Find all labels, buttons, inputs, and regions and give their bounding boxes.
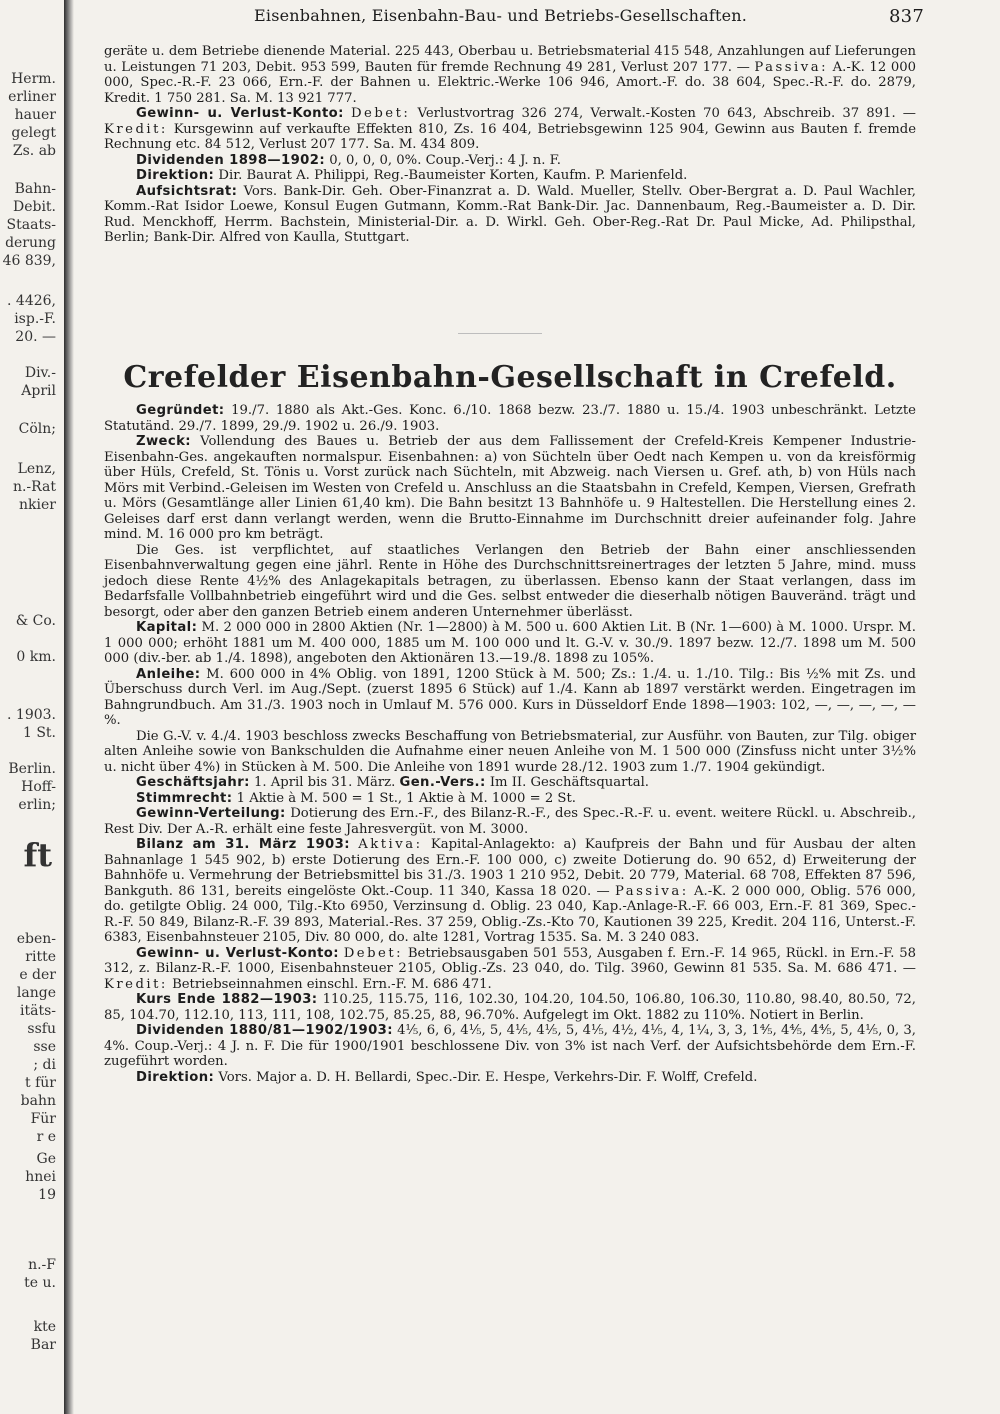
margin-line: Herm.	[11, 71, 56, 87]
margin-line: . 4426,	[7, 293, 56, 309]
management-paragraph: Direktion: Vors. Major a. D. H. Bellardi, Spec.-Dir. E. Hespe, Verkehrs-Dir. F. Wolff, Crefeld.	[136, 1069, 758, 1085]
company-entry	[104, 403, 916, 1085]
margin-line: ssfu	[27, 1021, 56, 1037]
purpose-paragraph-2: Die Ges. ist verpflichtet, auf staatliches Verlangen den Betrieb der Bahn einer anschliessenden Eisenbahnverwaltung gegen eine jährl. Rente in Höhe des Durchschnittsreinertrages der letzten 5 Jahre, mind. muss jedoch diese Rente 4½% des Anlagekapitals betragen, zu überlassen. Ebenso kann der Staat verlangen, dass im Bedarfsfalle Vollbahnbetrieb eingeführt wird und die Ges. selbst entweder die dieserhalb nötigen Bauveränd. trägt und besorgt, oder aber den ganzen Betrieb einem anderen Unternehmer überlässt.	[104, 542, 916, 620]
fiscal-year-paragraph: Geschäftsjahr: 1. April bis 31. März. Gen.-Vers.: Im II. Geschäftsquartal.	[136, 775, 649, 790]
profit-loss-paragraph: Gewinn- u. Verlust-Konto: Debet: Verlustvortrag 326 274, Verwalt.-Kosten 70 643, Abschreib. 37 891. — Kredit: Kursgewinn auf verkaufte Effekten 810, Zs. 16 404, Betriebsgewinn 125 904, Gewinn aus Bauten f. fremde Rechnung etc. 84 512, Verlust 207 177. Sa. M. 434 809.	[104, 106, 916, 152]
margin-line: ritte	[25, 949, 56, 965]
page-number: 837	[889, 6, 924, 27]
margin-line: 19	[38, 1187, 56, 1203]
margin-line: Berlin.	[8, 761, 56, 777]
margin-line: April	[21, 383, 56, 399]
margin-line: te u.	[24, 1275, 56, 1291]
margin-line: eben-	[16, 931, 56, 947]
margin-line: n.-F	[28, 1257, 56, 1273]
margin-line: hnei	[25, 1169, 56, 1185]
margin-heading: ft	[23, 836, 52, 874]
price-history-paragraph: Kurs Ende 1882—1903: 110.25, 115.75, 116, 102.30, 104.20, 104.50, 106.80, 106.30, 110.80, 98.40, 80.50, 72, 85, 104.70, 112.10, 113, 111, 108, 102.75, 85.25, 88, 96.70%. Aufgelegt im Okt. 1882 zu 110%. Notiert in Berlin.	[104, 992, 916, 1023]
margin-line: t für	[25, 1075, 56, 1091]
balance-sheet-paragraph: Bilanz am 31. März 1903: Aktiva: Kapital-Anlagekto: a) Kaufpreis der Bahn und für Ausbau der alten Bahnanlage 1 545 902, b) erste Dotierung des Ern.-F. 100 000, c) zweite Dotierung do. 90 652, d) Erweiterung der Bahnhöfe u. Vermehrung der Betriebsmittel bis 31./3. 1903 1 210 952, Debit. 20 779, Material. 68 708, Effekten 87 596, Bankguth. 86 131, bereits eingelöste Okt.-Coup. 11 340, Kassa 18 020. — Passiva: A.-K. 2 000 000, Oblig. 576 000, do. getilgte Oblig. 24 000, Tilg.-Kto 6950, Verzinsung d. Oblig. 23 040, Kap.-Anlage-R.-F. 66 003, Ern.-F. 81 369, Spec.-R.-F. 50 849, Bilanz-R.-F. 39 893, Material.-Res. 37 259, Oblig.-Zs.-Kto 70, Kautionen 39 225, Kredit. 204 116, Unterst.-F. 6383, Eisenbahnsteuer 2105, Div. 80 000, do. alte 1281, Vortrag 1535. Sa. M. 3 240 083.	[104, 837, 916, 945]
margin-line: e der	[19, 967, 56, 983]
loan-paragraph-2: Die G.-V. v. 4./4. 1903 beschloss zwecks Beschaffung von Betriebsmaterial, zur Ausführ. von Bauten, zur Tilg. obiger alten Anleihe sowie von Bankschulden die Aufnahme einer neuen Anleihe von M. 1 500 000 (Zinsfuss nicht unter 3½% u. nicht über 4%) in Stücken à M. 500. Die Anleihe von 1891 wurde 28./12. 1903 zum 1./7. 1904 gekündigt.	[104, 728, 916, 775]
running-head	[104, 6, 924, 30]
margin-line: Staats-	[6, 217, 56, 233]
margin-line: sse	[33, 1039, 56, 1055]
book-gutter	[64, 0, 74, 1414]
margin-line: nkier	[19, 497, 56, 513]
margin-line: 20. —	[15, 329, 56, 345]
facing-page-fragment	[0, 0, 60, 1414]
margin-line: erlin;	[18, 797, 56, 813]
margin-line: & Co.	[15, 613, 56, 629]
margin-line: ; di	[33, 1057, 56, 1073]
direction-paragraph: Direktion: Dir. Baurat A. Philippi, Reg.-Baumeister Korten, Kaufm. P. Marienfeld.	[136, 168, 688, 183]
margin-line: n.-Rat	[12, 479, 56, 495]
margin-line: r e	[36, 1129, 56, 1145]
dividends-paragraph: Dividenden 1880/81—1902/1903: 4⅕, 6, 6, 4⅕, 5, 4⅕, 4⅕, 5, 4⅕, 4½, 4⅕, 4, 1¼, 3, 3, 1⅘, 4⅘, 4⅘, 5, 4⅕, 0, 3, 4%. Coup.-Verj.: 4 J. n. F. Die für 1900/1901 beschlossene Div. von 3% ist nach Verf. der Aufsichtsbehörde dem Ern.-F. zugeführt worden.	[104, 1023, 916, 1069]
margin-line: erliner	[8, 89, 56, 105]
margin-line: Bahn-	[14, 181, 56, 197]
loan-paragraph: Anleihe: M. 600 000 in 4% Oblig. von 1891, 1200 Stück à M. 500; Zs.: 1./4. u. 1./10. Tilg.: Bis ½% mit Zs. und Überschuss durch Verl. im Aug./Sept. (zuerst 1895 6 Stück) auf 1./4. Kann ab 1897 verstärkt werden. Eingetragen im Bahngrundbuch. Am 31./3. 1903 noch in Umlauf M. 576 000. Kurs in Düsseldorf Ende 1898—1903: 102, —, —, —, —, —%.	[104, 666, 916, 728]
running-head-title: Eisenbahnen, Eisenbahn-Bau- und Betriebs-Gesellschaften.	[254, 6, 748, 25]
previous-entry	[104, 44, 916, 246]
margin-line: . 1903.	[7, 707, 56, 723]
capital-paragraph: Kapital: M. 2 000 000 in 2800 Aktien (Nr. 1—2800) à M. 500 u. 600 Aktien Lit. B (Nr. 1—600) à M. 1000. Urspr. M. 1 000 000; erhöht 1881 um M. 400 000, 1885 um M. 100 000 und lt. G.-V. v. 30./9. 1897 bezw. 12./7. 1898 um M. 500 000 (div.-ber. ab 1./4. 1898), angeboten den Aktionären 13.—19./8. 1898 zu 105%.	[104, 620, 916, 666]
margin-line: Für	[30, 1111, 56, 1127]
margin-line: Zs. ab	[12, 143, 56, 159]
margin-line: bahn	[20, 1093, 56, 1109]
margin-line: 46 839,	[2, 253, 56, 269]
margin-line: Div.-	[24, 365, 56, 381]
margin-line: Cöln;	[18, 421, 56, 437]
margin-line: kte	[33, 1319, 56, 1335]
margin-line: Lenz,	[17, 461, 56, 477]
margin-line: 1 St.	[22, 725, 56, 741]
margin-line: Ge	[36, 1151, 56, 1167]
profit-distribution-paragraph: Gewinn-Verteilung: Dotierung des Ern.-F., des Bilanz-R.-F., des Spec.-R.-F. u. event. weitere Rückl. u. Abschreib., Rest Div. Der A.-R. erhält eine feste Jahresvergüt. von M. 3000.	[104, 806, 916, 837]
margin-line: derung	[5, 235, 56, 251]
dividends-paragraph: Dividenden 1898—1902: 0, 0, 0, 0, 0%. Coup.-Verj.: 4 J. n. F.	[136, 152, 561, 168]
purpose-paragraph: Zweck: Vollendung des Baues u. Betrieb der aus dem Fallissement der Crefeld-Kreis Kempener Industrie-Eisenbahn-Ges. angekauften normalspur. Eisenbahnen: a) von Süchteln über Oedt nach Kempen u. von da kreisförmig über Hüls, Crefeld, St. Tönis u. Vorst zurück nach Süchteln, mit Abzweig. nach Viersen u. Gref. ath, b) von Hüls nach Mörs mit Verbind.-Geleisen im Westen von Crefeld u. Anschluss an die Staatsbahn in Crefeld, Kempen, Viersen, Grefrath u. Mörs (Gesamtlänge aller Linien 61,40 km). Die Bahn besitzt 13 Bahnhöfe u. 9 Haltestellen. Die Herstellung eines 2. Geleises darf erst dann verlangt werden, wenn die Brutto-Einnahme im Durchschnitt dreier aufeinander folg. Jahre mind. M. 16 000 pro km beträgt.	[104, 434, 916, 542]
margin-line: lange	[16, 985, 56, 1001]
margin-line: Hoff-	[21, 779, 56, 795]
margin-line: Debit.	[12, 199, 56, 215]
margin-line: Bar	[30, 1337, 56, 1353]
margin-line: 0 km.	[16, 649, 56, 665]
founded-paragraph: Gegründet: 19./7. 1880 als Akt.-Ges. Konc. 6./10. 1868 bezw. 23./7. 1880 u. 15./4. 1903 unbeschränkt. Letzte Statutänd. 29./7. 1899, 29./9. 1902 u. 26./9. 1903.	[104, 403, 916, 434]
balance-paragraph: geräte u. dem Betriebe dienende Material. 225 443, Oberbau u. Betriebsmaterial 415 548, Anzahlungen auf Lieferungen u. Leistungen 71 203, Debit. 953 599, Bauten für fremde Rechnung 49 281, Verlust 207 177. — Passiva: A.-K. 12 000 000, Spec.-R.-F. 23 066, Ern.-F. der Bahnen u. Elektric.-Werke 106 946, Amort.-F. do. 38 604, Spec.-R.-F. do. 2879, Kredit. 1 750 281. Sa. M. 13 921 777.	[104, 44, 916, 106]
margin-line: gelegt	[11, 125, 56, 141]
company-title: Crefelder Eisenbahn-Gesellschaft in Crefeld.	[123, 360, 897, 395]
supervisory-board-paragraph: Aufsichtsrat: Vors. Bank-Dir. Geh. Ober-Finanzrat a. D. Wald. Mueller, Stellv. Ober-Bergrat a. D. Paul Wachler, Komm.-Rat Isidor Loewe, Konsul Eugen Gutmann, Komm.-Rat Bank-Dir. Jac. Dannenbaum, Reg.-Baumeister a. D. Dir. Rud. Menckhoff, Herrm. Bachstein, Ministerial-Dir. a. D. Wirkl. Geh. Ober-Reg.-Rat Dr. Paul Micke, Ad. Philipsthal, Berlin; Bank-Dir. Alfred von Kaulla, Stuttgart.	[104, 183, 916, 245]
section-divider	[458, 333, 542, 334]
margin-line: itäts-	[20, 1003, 56, 1019]
voting-right-paragraph: Stimmrecht: 1 Aktie à M. 500 = 1 St., 1 Aktie à M. 1000 = 2 St.	[136, 790, 576, 806]
margin-line: isp.-F.	[14, 311, 56, 327]
margin-line: hauer	[14, 107, 56, 123]
profit-loss-paragraph: Gewinn- u. Verlust-Konto: Debet: Betriebsausgaben 501 553, Ausgaben f. Ern.-F. 14 965, Rückl. in Ern.-F. 58 312, z. Bilanz-R.-F. 1000, Eisenbahnsteuer 2105, Oblig.-Zs. 23 040, do. Tilg. 3960, Gewinn 81 535. Sa. M. 686 471. — Kredit: Betriebseinnahmen einschl. Ern.-F. M. 686 471.	[104, 945, 917, 992]
